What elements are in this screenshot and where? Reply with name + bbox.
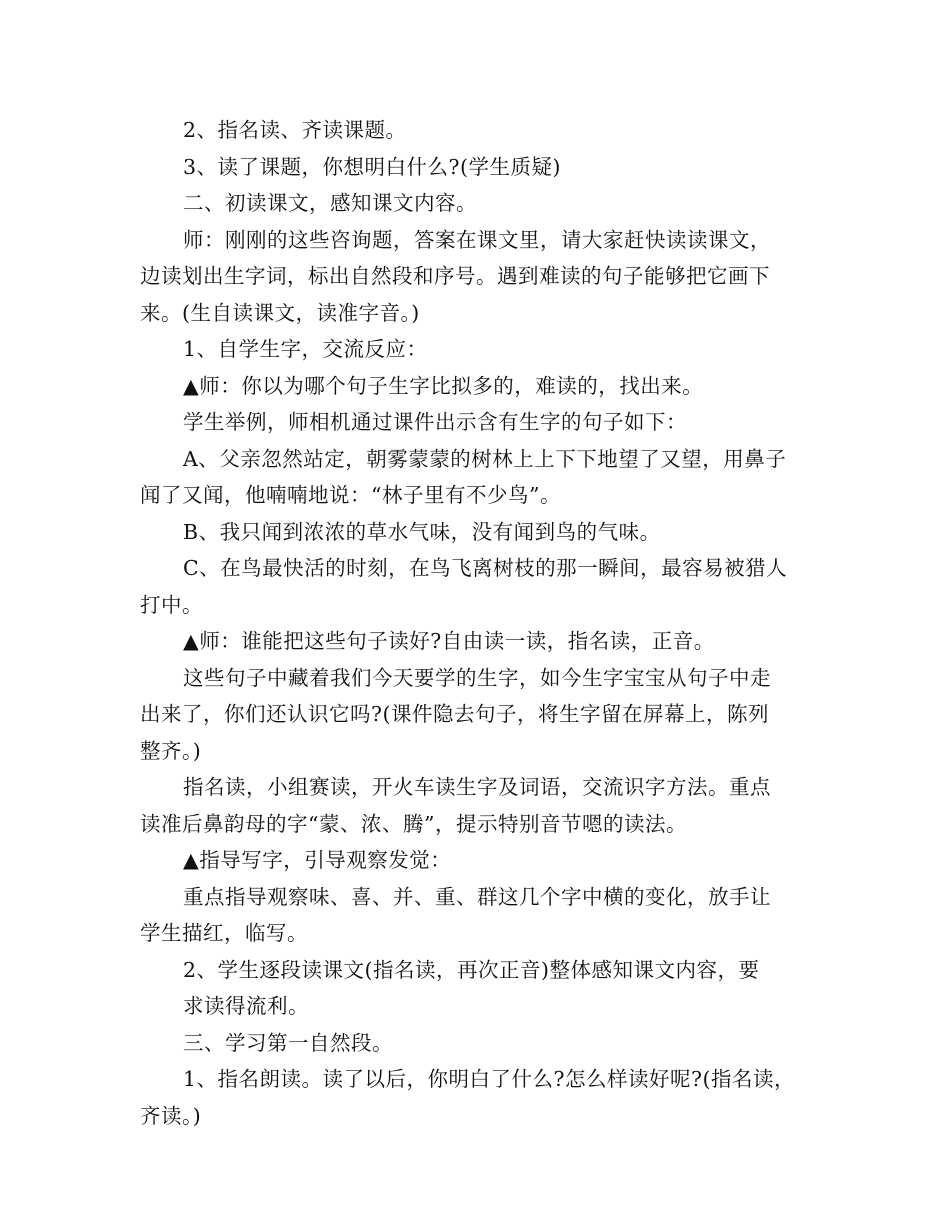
paragraph — [140, 879, 810, 952]
text-line: 二、初读课文，感知课文内容。 — [183, 191, 477, 215]
paragraph — [140, 1025, 810, 1062]
text-line: 闻了又闻，他喃喃地说：“林子里有不少鸟”。 — [140, 483, 561, 507]
paragraph — [140, 623, 810, 660]
text-line: B、我只闻到浓浓的草水气味，没有闻到鸟的气味。 — [183, 519, 661, 544]
text-line: 求读得流利。 — [183, 994, 309, 1018]
text-line: 学生描红，临写。 — [140, 921, 308, 945]
paragraph — [140, 769, 810, 842]
paragraph — [140, 550, 810, 623]
text-line: 学生举例，师相机通过课件出示含有生字的句子如下： — [183, 410, 687, 434]
paragraph — [140, 660, 810, 770]
paragraph — [140, 842, 810, 879]
text-line: 重点指导观察味、喜、并、重、群这几个字中横的变化，放手让 — [183, 884, 771, 909]
text-line: ▲指导写字，引导观察发觉： — [183, 848, 452, 872]
paragraph — [140, 404, 810, 441]
text-line: 1、自学生字，交流反应： — [183, 337, 428, 361]
text-line: 读准后鼻韵母的字“蒙、浓、腾”，提示特别音节嗯的读法。 — [140, 811, 687, 836]
text-line: C、在鸟最快活的时刻，在鸟飞离树枝的那一瞬间，最容易被猎人 — [183, 556, 788, 580]
paragraph — [140, 112, 810, 149]
paragraph — [140, 368, 810, 405]
text-line: 1、指名朗读。读了以后，你明白了什么?怎么样读好呢?(指名读， — [183, 1067, 796, 1091]
text-line: 2、学生逐段读课文(指名读，再次正音)整体感知课文内容，要 — [183, 957, 760, 982]
text-line: 打中。 — [140, 592, 203, 617]
text-line: 师：刚刚的这些咨询题，答案在课文里，请大家赶快读读课文， — [183, 227, 771, 252]
paragraph — [140, 441, 810, 514]
paragraph — [140, 952, 810, 989]
text-line: 出来了，你们还认识它吗?(课件隐去句子，将生字留在屏幕上，陈列 — [140, 702, 769, 726]
paragraph — [140, 514, 810, 551]
text-line: 来。(生自读课文，读准字音。) — [140, 300, 420, 325]
paragraph — [140, 185, 810, 222]
text-line: A、父亲忽然站定，朝雾蒙蒙的树林上上下下地望了又望，用鼻子 — [183, 446, 787, 471]
paragraph — [140, 222, 810, 332]
text-line: ▲师：谁能把这些句子读好?自由读一读，指名读，正音。 — [183, 629, 715, 653]
text-line: 指名读，小组赛读，开火车读生字及词语，交流识字方法。重点 — [183, 775, 771, 799]
text-line: 齐读。) — [140, 1103, 202, 1128]
text-line: 2、指名读、齐读课题。 — [183, 118, 407, 142]
paragraph — [140, 988, 810, 1025]
text-line: ▲师：你以为哪个句子生字比拟多的，难读的，找出来。 — [183, 373, 704, 398]
paragraph — [140, 331, 810, 368]
text-line: 边读划出生字词，标出自然段和序号。遇到难读的句子能够把它画下 — [140, 264, 770, 288]
text-line: 整齐。) — [140, 738, 202, 763]
text-line: 3、读了课题，你想明白什么?(学生质疑) — [183, 154, 562, 179]
paragraph — [140, 149, 810, 186]
text-line: 这些句子中藏着我们今天要学的生字，如今生字宝宝从句子中走 — [183, 665, 771, 690]
paragraph — [140, 1061, 810, 1134]
document-body — [140, 112, 810, 1134]
text-line: 三、学习第一自然段。 — [183, 1030, 393, 1055]
